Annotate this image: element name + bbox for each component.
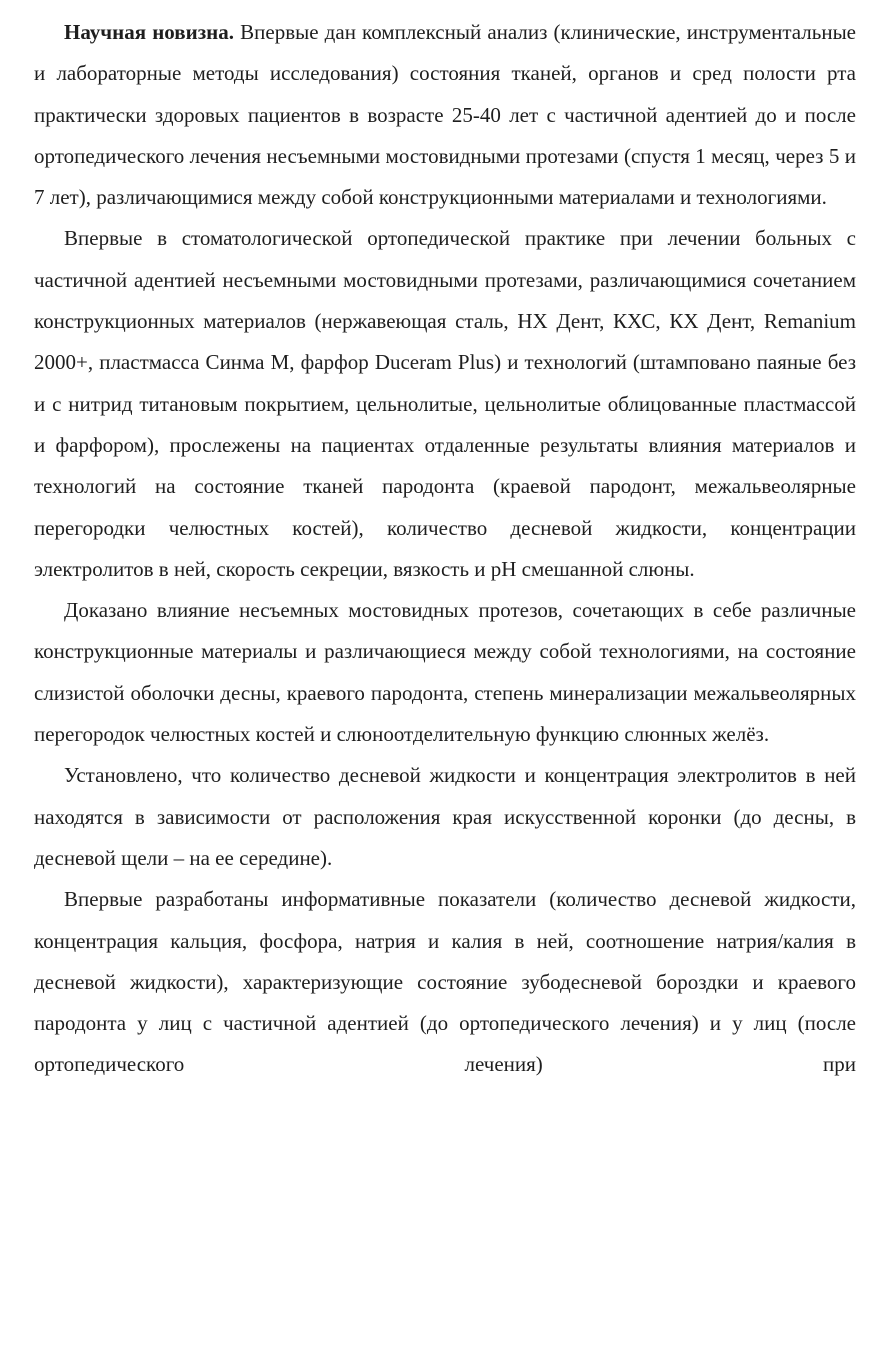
paragraph-materials-technologies: Впервые в стоматологической ортопедической практике при лечении больных с частичной адентией несъемными мостовидными протезами, различающимися сочетанием конструкционных материалов (нержавеющая сталь, НХ Дент, КХС, КХ Дент, Remanium 2000+, пластмасса Синма М, фарфор Duceram Plus) и технологий (штамповано паяные без и с нитрид титановым покрытием, цельнолитые, цельнолитые облицованные пластмассой и фарфором), прослежены на пациентах отдаленные результаты влияния материалов и технологий на состояние тканей пародонта (краевой пародонт, межальвеолярные перегородки челюстных костей), количество десневой жидкости, концентрации электролитов в ней, скорость секреции, вязкость и pH смешанной слюны. <box>34 226 856 581</box>
paragraph-text: Впервые дан комплексный анализ (клинические, инструментальные и лабораторные методы исследования) состояния тканей, органов и сред полости рта практически здоровых пациентов в возрасте 25-40 лет с частичной адентией до и после ортопедического лечения несъемными мостовидными протезами (спустя 1 месяц, через 5 и 7 лет), различающимися между собой конструкционными материалами и технологиями. <box>34 20 856 210</box>
section-heading: Научная новизна. <box>64 20 235 44</box>
document-page <box>34 12 856 1086</box>
paragraph-scientific-novelty <box>34 12 856 218</box>
paragraph-gingival-fluid: Установлено, что количество десневой жидкости и концентрация электролитов в ней находятся в зависимости от расположения края искусственной коронки (до десны, в десневой щели – на ее середине). <box>34 763 856 870</box>
paragraph-indicators: Впервые разработаны информативные показатели (количество десневой жидкости, концентрация кальция, фосфора, натрия и калия в ней, соотношение натрия/калия в десневой жидкости), характеризующие состояние зубодесневой бороздки и краевого пародонта у лиц с частичной адентией (до ортопедического лечения) и у лиц (после ортопедического лечения) при <box>34 887 856 1077</box>
paragraph-proven-influence: Доказано влияние несъемных мостовидных протезов, сочетающих в себе различные конструкционные материалы и различающиеся между собой технологиями, на состояние слизистой оболочки десны, краевого пародонта, степень минерализации межальвеолярных перегородок челюстных костей и слюноотделительную функцию слюнных желёз. <box>34 598 856 747</box>
